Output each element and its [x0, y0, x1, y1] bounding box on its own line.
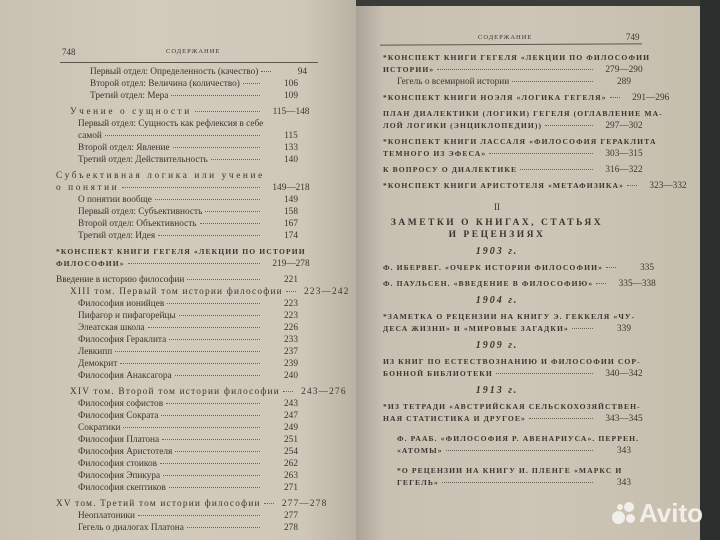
toc-entry-line — [383, 52, 651, 64]
dotted-leader — [545, 125, 593, 126]
toc-entry-title: Философия скептиков — [78, 483, 166, 493]
toc-entry-title: Второй отдел: Явление — [78, 143, 170, 153]
toc-page-number: 106 — [284, 79, 298, 89]
toc-entry — [56, 446, 318, 458]
toc-entry — [383, 180, 687, 192]
toc-entry-title: Второй отдел: Объективность — [78, 219, 197, 229]
toc-page-number: 226 — [284, 323, 298, 333]
toc-page-number: 237 — [284, 347, 298, 357]
dotted-leader — [166, 403, 260, 404]
left-toc — [56, 66, 350, 534]
toc-entry — [56, 358, 318, 370]
dotted-leader — [158, 235, 260, 236]
toc-entry-title: Третий отдел: Мера — [90, 91, 169, 101]
toc-entry — [56, 346, 318, 358]
dotted-leader — [489, 153, 593, 154]
toc-entry-line — [383, 311, 651, 323]
toc-page-number: 289 — [617, 77, 631, 87]
year-heading: 1903 г. — [475, 246, 519, 257]
toc-entry-line — [383, 64, 651, 76]
dotted-leader — [437, 69, 593, 70]
year-entries — [383, 356, 651, 380]
left-running-title: СОДЕРЖАНИЕ — [166, 48, 221, 55]
toc-entry-title: Неоплатоники — [78, 511, 136, 521]
toc-entry-title: Философия Аристотеля — [78, 447, 173, 457]
year-heading: 1904 г. — [475, 295, 519, 306]
dotted-leader — [162, 439, 260, 440]
toc-entry-title: Введение в историю философии — [56, 275, 185, 285]
toc-entry — [56, 370, 318, 382]
toc-entry-title: НАЯ СТАТИСТИКА И ДРУГОЕ» — [383, 414, 526, 423]
toc-entry — [56, 498, 328, 510]
toc-page-number: 323—332 — [649, 181, 687, 191]
toc-entry-line — [383, 278, 656, 290]
toc-entry-title: самой — [78, 131, 102, 141]
toc-entry-title: *КОНСПЕКТ КНИГИ АРИСТОТЕЛЯ «МЕТАФИЗИКА» — [383, 181, 625, 190]
toc-entry — [56, 434, 318, 446]
toc-page-number: 149 — [284, 195, 298, 205]
toc-entry — [56, 398, 318, 410]
toc-entry — [56, 322, 318, 334]
dotted-leader — [138, 515, 260, 516]
toc-entry — [56, 206, 318, 218]
toc-entry — [383, 108, 663, 132]
toc-page-number: 277—278 — [281, 499, 328, 509]
toc-entry-title: *КОНСПЕКТ КНИГИ НОЭЛЯ «ЛОГИКА ГЕГЕЛЯ» — [383, 93, 607, 102]
toc-entry-line — [383, 164, 651, 176]
dotted-leader — [123, 427, 260, 428]
toc-page-number: 109 — [284, 91, 298, 101]
toc-entry-title: Демокрит — [78, 359, 118, 369]
toc-page-number: 115—148 — [272, 107, 310, 117]
toc-entry-line — [78, 206, 318, 218]
dotted-leader — [175, 451, 260, 452]
book-cover-edge — [700, 0, 720, 540]
toc-entry-line — [90, 90, 318, 102]
dotted-leader — [167, 303, 260, 304]
toc-entry-title: ПЛАН ДИАЛЕКТИКИ (ЛОГИКИ) ГЕГЕЛЯ (ОГЛАВЛЕНИЕ МА- — [383, 109, 663, 118]
toc-entry-title: Философия Эпикура — [78, 471, 161, 481]
dotted-leader — [520, 169, 593, 170]
toc-entry — [383, 465, 651, 489]
toc-entry — [56, 482, 318, 494]
toc-entry — [56, 118, 318, 142]
toc-entry-title: *КОНСПЕКТ КНИГИ ГЕГЕЛЯ «ЛЕКЦИИ ПО ИСТОРИИ — [56, 247, 306, 256]
toc-entry-title: ЛОЙ ЛОГИКИ (ЭНЦИКЛОПЕДИИ)) — [383, 121, 543, 130]
toc-entry — [56, 170, 318, 194]
section-numeral: II — [493, 203, 501, 213]
toc-entry — [56, 90, 318, 102]
dotted-leader — [627, 185, 637, 186]
toc-entry — [56, 194, 318, 206]
toc-entry-line — [383, 148, 651, 160]
toc-entry-line — [383, 108, 663, 120]
dotted-leader — [596, 283, 606, 284]
toc-entry-line — [397, 76, 651, 88]
toc-entry — [56, 334, 318, 346]
toc-page-number: 133 — [284, 143, 298, 153]
dotted-leader — [243, 83, 260, 84]
toc-entry — [56, 386, 347, 398]
toc-entry-line — [78, 358, 318, 370]
toc-entry-title: XIV том. Второй том истории философии — [70, 387, 280, 397]
toc-entry-line — [90, 66, 318, 78]
toc-page-number: 221 — [284, 275, 298, 285]
toc-page-number: 278 — [284, 523, 298, 533]
dotted-leader — [148, 327, 260, 328]
toc-page-number: 239 — [284, 359, 298, 369]
toc-entry-line — [78, 482, 318, 494]
toc-page-number: 219—278 — [272, 259, 310, 269]
dotted-leader — [529, 418, 593, 419]
toc-entry-line — [383, 262, 655, 274]
toc-page-number: 335 — [640, 263, 655, 273]
left-page-number: 748 — [62, 47, 76, 57]
toc-entry-title: Третий отдел: Действительность — [78, 155, 208, 165]
toc-page-number: 254 — [284, 447, 298, 457]
toc-entry-title: Философия Гераклита — [78, 335, 167, 345]
toc-entry-line — [397, 445, 651, 457]
section-title-line: И РЕЦЕНЗИЯХ — [448, 230, 546, 240]
toc-entry-title: Ф. ИБЕРВЕГ. «ОЧЕРК ИСТОРИИ ФИЛОСОФИИ» — [383, 263, 604, 272]
toc-page-number: 262 — [284, 459, 298, 469]
year-entries — [383, 401, 651, 489]
toc-page-number: 251 — [284, 435, 298, 445]
year-heading: 1913 г. — [475, 385, 519, 396]
toc-page-number: 223—242 — [304, 287, 350, 297]
dotted-leader — [496, 373, 593, 374]
toc-entry — [56, 458, 318, 470]
toc-entry — [383, 76, 651, 88]
toc-entry-line — [78, 142, 318, 154]
toc-entry-line — [397, 465, 651, 477]
toc-entry-line — [78, 522, 318, 534]
year-entries — [383, 262, 656, 290]
toc-entry-line — [56, 258, 318, 270]
toc-entry — [383, 433, 651, 457]
toc-entry-line — [78, 458, 318, 470]
dotted-leader — [606, 267, 616, 268]
toc-page-number: 174 — [284, 231, 298, 241]
toc-entry-line — [78, 334, 318, 346]
toc-entry-title: Философия софистов — [78, 399, 164, 409]
toc-page-number: 149—218 — [272, 183, 310, 193]
toc-entry-title: *ИЗ ТЕТРАДИ «АВСТРИЙСКАЯ СЕЛЬСКОХОЗЯЙСТВЕН- — [383, 402, 641, 411]
toc-entry-title: К ВОПРОСУ О ДИАЛЕКТИКЕ — [383, 165, 518, 174]
toc-entry-line — [78, 510, 318, 522]
toc-entry-title: Первый отдел: Субъективность — [78, 207, 203, 217]
toc-entry-line — [78, 470, 318, 482]
dotted-leader — [187, 279, 260, 280]
avito-logo-icon — [612, 502, 636, 526]
toc-entry — [383, 92, 670, 104]
toc-entry-title: Ф. ПАУЛЬСЕН. «ВВЕДЕНИЕ В ФИЛОСОФИЮ» — [383, 279, 594, 288]
dotted-leader — [169, 339, 260, 340]
toc-entry — [383, 136, 657, 160]
toc-entry-line — [78, 154, 318, 166]
dotted-leader — [572, 328, 593, 329]
toc-entry-title: *О РЕЦЕНЗИИ НА КНИГУ И. ПЛЕНГЕ «МАРКС И — [397, 466, 623, 475]
toc-entry — [383, 52, 651, 76]
toc-entry-line — [383, 120, 651, 132]
toc-entry-line — [56, 498, 328, 510]
toc-entry — [383, 356, 651, 380]
toc-entry-line — [56, 274, 318, 286]
toc-entry — [56, 66, 318, 78]
toc-entry-line — [383, 401, 651, 413]
dotted-leader — [512, 81, 593, 82]
toc-entry-title: *КОНСПЕКТ КНИГИ ЛАССАЛЯ «ФИЛОСОФИЯ ГЕРАКЛИТА — [383, 137, 657, 146]
toc-page-number: 233 — [284, 335, 298, 345]
toc-entry-title: Пифагор и пифагорейцы — [78, 311, 176, 321]
toc-page-number: 297—302 — [605, 121, 643, 131]
toc-entry — [56, 78, 318, 90]
dotted-leader — [195, 111, 260, 112]
dotted-leader — [161, 415, 260, 416]
toc-entry — [383, 278, 656, 290]
toc-entry-title: О понятии вообще — [78, 195, 152, 205]
toc-entry-line — [383, 92, 670, 104]
toc-entry-line — [78, 410, 318, 422]
toc-entry-title: ДЕСА ЖИЗНИ» И «МИРОВЫЕ ЗАГАДКИ» — [383, 324, 569, 333]
right-page-number: 749 — [626, 32, 640, 42]
toc-entry — [56, 522, 318, 534]
toc-entry — [56, 470, 318, 482]
dotted-leader — [211, 159, 260, 160]
toc-entry-line — [383, 323, 651, 335]
toc-entry-title: *ЗАМЕТКА О РЕЦЕНЗИИ НА КНИГУ Э. ГЕККЕЛЯ «ЧУ- — [383, 312, 636, 321]
toc-entry-line — [397, 477, 651, 489]
toc-page-number: 94 — [297, 67, 308, 77]
toc-entry — [56, 274, 318, 286]
toc-entry-title: Учение о сущности — [70, 107, 192, 117]
toc-entry-title: ГЕГЕЛЬ» — [397, 478, 439, 487]
dotted-leader — [115, 351, 260, 352]
toc-entry-line — [78, 370, 318, 382]
toc-entry — [56, 142, 318, 154]
toc-entry — [56, 106, 318, 118]
toc-entry-line — [78, 230, 318, 242]
section-heading — [383, 202, 651, 241]
toc-entry-title: Гегель о всемирной истории — [397, 77, 510, 87]
toc-entry-line — [78, 194, 318, 206]
toc-entry-title: Левкипп — [78, 347, 113, 357]
dotted-leader — [286, 291, 296, 292]
toc-entry-line — [78, 346, 318, 358]
dotted-leader — [610, 97, 620, 98]
toc-entry — [56, 410, 318, 422]
dotted-leader — [128, 263, 260, 264]
toc-entry — [383, 401, 651, 425]
toc-page-number: 316—322 — [605, 165, 643, 175]
dotted-leader — [442, 482, 593, 483]
toc-entry-line — [78, 310, 318, 322]
toc-entry-line — [78, 298, 318, 310]
toc-entry-line — [78, 422, 318, 434]
toc-entry-title: Философия стоиков — [78, 459, 157, 469]
toc-page-number: 343 — [617, 478, 631, 488]
toc-entry-title: Первый отдел: Определенность (качество) — [90, 67, 259, 77]
toc-entry-title: Элеатская школа — [78, 323, 145, 333]
toc-entry-line — [78, 118, 318, 130]
toc-entry-line — [78, 130, 318, 142]
dotted-leader — [122, 187, 260, 188]
left-header-rule — [60, 62, 318, 63]
toc-entry-title: Философия Сократа — [78, 411, 159, 421]
toc-entry — [56, 218, 318, 230]
toc-entry — [56, 154, 318, 166]
right-running-title: СОДЕРЖАНИЕ — [478, 34, 533, 41]
toc-entry-line — [56, 246, 318, 258]
toc-entry-title: о понятии — [56, 183, 120, 193]
toc-page-number: 343 — [617, 446, 631, 456]
toc-entry-title: XV том. Третий том истории философии — [56, 499, 261, 509]
dotted-leader — [264, 503, 274, 504]
dotted-leader — [446, 450, 593, 451]
toc-entry-title: БОННОЙ БИБЛИОТЕКИ — [383, 369, 493, 378]
toc-entry-line — [78, 398, 318, 410]
toc-entry-title: XIII том. Первый том истории философии — [70, 287, 283, 297]
dotted-leader — [261, 71, 271, 72]
toc-entry-title: *КОНСПЕКТ КНИГИ ГЕГЕЛЯ «ЛЕКЦИИ ПО ФИЛОСОФИИ — [383, 53, 651, 62]
toc-entry-title: ТЕМНОГО ИЗ ЭФЕСА» — [383, 149, 487, 158]
toc-entry-line — [56, 182, 318, 194]
toc-entry-title: Третий отдел: Идея — [78, 231, 156, 241]
toc-entry — [383, 311, 651, 335]
toc-page-number: 243 — [284, 399, 298, 409]
dotted-leader — [163, 475, 260, 476]
toc-entry-line — [78, 446, 318, 458]
toc-page-number: 291—296 — [632, 93, 670, 103]
dotted-leader — [160, 463, 260, 464]
toc-page-number: 243—276 — [301, 387, 347, 397]
toc-entry-line — [56, 170, 318, 182]
toc-entry-line — [78, 218, 318, 230]
toc-entry-title: ФИЛОСОФИИ» — [56, 259, 125, 268]
toc-entry-title: Философия Платона — [78, 435, 160, 445]
toc-page-number: 249 — [284, 423, 298, 433]
toc-page-number: 240 — [284, 371, 298, 381]
toc-page-number: 263 — [284, 471, 298, 481]
toc-page-number: 158 — [284, 207, 298, 217]
toc-page-number: 303—315 — [605, 149, 643, 159]
toc-entry-title: Гегель о диалогах Платона — [78, 523, 184, 533]
toc-entry-title: Философия ионийцев — [78, 299, 165, 309]
toc-entry-line — [78, 434, 318, 446]
toc-entry — [56, 230, 318, 242]
dotted-leader — [283, 391, 293, 392]
right-toc — [383, 52, 687, 489]
dotted-leader — [175, 375, 260, 376]
dotted-leader — [169, 487, 260, 488]
toc-entry-line — [383, 180, 687, 192]
dotted-leader — [179, 315, 260, 316]
toc-entry-line — [70, 386, 347, 398]
toc-entry-line — [397, 433, 651, 445]
toc-page-number: 247 — [284, 411, 298, 421]
dotted-leader — [205, 211, 260, 212]
toc-page-number: 271 — [284, 483, 298, 493]
toc-entry — [56, 310, 318, 322]
dotted-leader — [105, 135, 260, 136]
dotted-leader — [171, 95, 260, 96]
toc-entry-title: Ф. РААБ. «ФИЛОСОФИЯ Р. АВЕНАРИУСА». ПЕРРЕН. — [397, 434, 640, 443]
toc-entry-line — [78, 322, 318, 334]
toc-entry-line — [383, 136, 657, 148]
toc-entry-line — [70, 286, 350, 298]
toc-entry-title: ИСТОРИИ» — [383, 65, 435, 74]
toc-entry-title: Субъективная логика или учение — [56, 171, 265, 181]
toc-entry-line — [383, 356, 651, 368]
toc-entry-line — [383, 368, 651, 380]
toc-page-number: 167 — [284, 219, 298, 229]
toc-entry — [383, 262, 655, 274]
dotted-leader — [120, 363, 260, 364]
toc-entry-title: Сократики — [78, 423, 121, 433]
toc-page-number: 279—290 — [605, 65, 643, 75]
dotted-leader — [173, 147, 260, 148]
avito-watermark — [612, 498, 703, 529]
toc-entry-title: ИЗ КНИГ ПО ЕСТЕСТВОЗНАНИЮ И ФИЛОСОФИИ СОР- — [383, 357, 641, 366]
section-title-line: ЗАМЕТКИ О КНИГАХ, СТАТЬЯХ — [390, 218, 604, 228]
toc-entry — [383, 164, 651, 176]
toc-page-number: 343—345 — [605, 414, 643, 424]
dotted-leader — [200, 223, 260, 224]
toc-entry-title: Первый отдел: Сущность как рефлексия в себе — [78, 119, 264, 129]
dotted-leader — [155, 199, 260, 200]
toc-page-number: 223 — [284, 311, 298, 321]
toc-entry-title: Философия Анаксагора — [78, 371, 172, 381]
toc-page-number: 140 — [284, 155, 298, 165]
toc-page-number: 339 — [617, 324, 631, 334]
toc-entry-title: Второй отдел: Величина (количество) — [90, 79, 240, 89]
toc-entry — [56, 246, 318, 270]
toc-entry — [56, 286, 350, 298]
toc-page-number: 340—342 — [605, 369, 643, 379]
toc-page-number: 115 — [284, 131, 298, 141]
toc-entry — [56, 298, 318, 310]
toc-entry-line — [70, 106, 318, 118]
dotted-leader — [187, 527, 260, 528]
toc-entry — [56, 422, 318, 434]
toc-page-number: 335—338 — [618, 279, 656, 289]
toc-entry-line — [383, 413, 651, 425]
year-heading: 1909 г. — [475, 340, 519, 351]
toc-page-number: 223 — [284, 299, 298, 309]
toc-entry-line — [90, 78, 318, 90]
avito-wordmark: Avito — [639, 498, 704, 528]
toc-entry — [56, 510, 318, 522]
year-entries — [383, 311, 651, 335]
toc-page-number: 277 — [284, 511, 298, 521]
toc-entry-title: «АТОМЫ» — [397, 446, 443, 455]
